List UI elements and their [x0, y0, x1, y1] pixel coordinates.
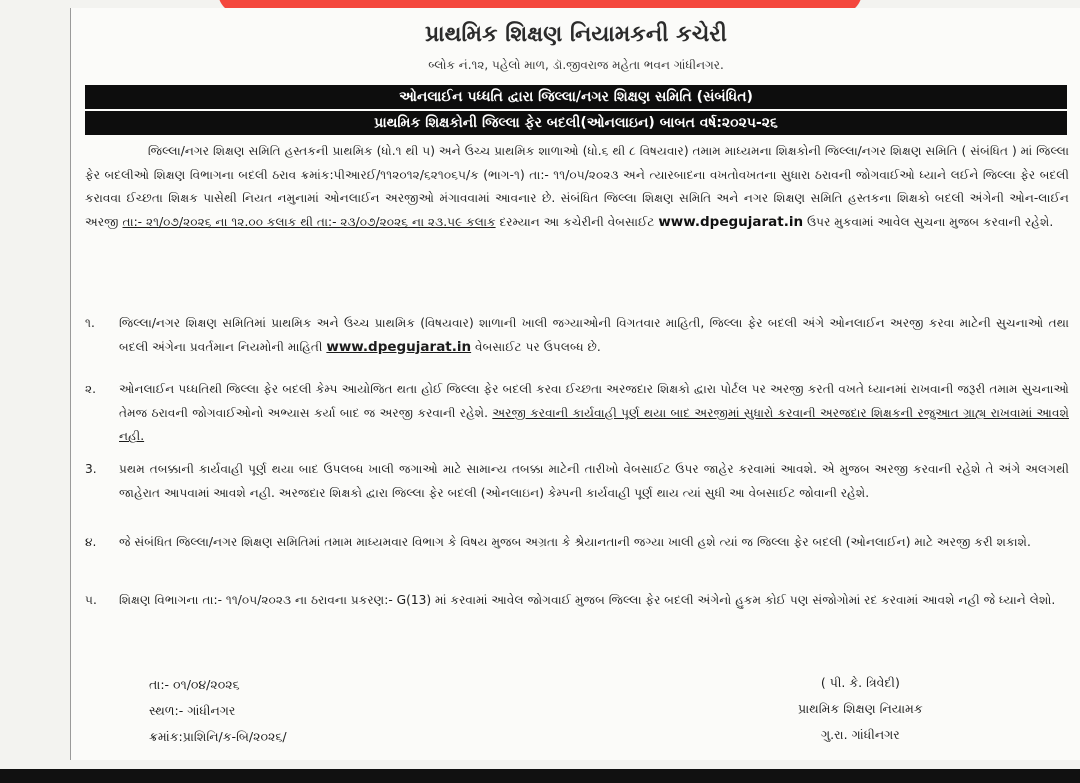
- point-number: ૨.: [85, 382, 97, 396]
- signatory-name: ( પી. કે. ત્રિવેદી): [820, 675, 900, 690]
- point-number: ૧.: [85, 316, 95, 330]
- list-item: [85, 312, 1069, 359]
- signatory-title: પ્રાથમિક શિક્ષણ નિયામક: [798, 701, 923, 716]
- intro-text-2: દરમ્યાન આ કચેરીની વેબસાઈટ: [499, 214, 655, 229]
- list-item: [85, 458, 1069, 505]
- website-link[interactable]: www.dpegujarat.in: [658, 213, 804, 230]
- point-underlined-text: અરજી કરવાની કાર્યવાહી પૂર્ણ થયા બાદ અરજીમાં સુધારો કરવાની અરજદાર શિક્ષકની રજુઆત ગ્રાહ્ય રાખવામાં આવશે નહી.: [119, 405, 1069, 443]
- signatory-place: ગુ.રા. ગાંધીનગર: [820, 727, 900, 742]
- subject-line-2: પ્રાથમિક શિક્ષકોની જિલ્લા ફેર બદલી(ઓનલાઇન) બાબત વર્ષ:૨૦૨૫-૨૬: [85, 111, 1067, 135]
- issue-details: [149, 672, 287, 750]
- reference-number: ક્રમાંક:પ્રાશિનિ/ક-બિ/૨૦૨૬/: [149, 729, 287, 744]
- point-number: ૪.: [85, 535, 97, 549]
- list-item: [85, 531, 1069, 555]
- intro-paragraph: [85, 140, 1069, 234]
- list-item: [85, 589, 1069, 613]
- website-link[interactable]: www.dpegujarat.in: [326, 338, 472, 355]
- point-text: જે સંબંધિત જિલ્લા/નગર શિક્ષણ સમિતિમાં તમામ માધ્યમવાર વિભાગ કે વિષય મુજબ અગ્રતા કે શ્રેયાનતાની જગ્યા ખાલી હશે ત્યાં જ જિલ્લા ફેર બદલી (ઓનલાઈન) માટે અરજી કરી શકાશે.: [119, 535, 1031, 549]
- subject-line-1: ઓનલાઈન પધ્ધતિ દ્વારા જિલ્લા/નગર શિક્ષણ સમિતિ (સંબંધિત): [85, 85, 1067, 109]
- issue-date: તા:- ૦૧/૦૪/૨૦૨૬: [149, 677, 240, 692]
- intro-text-1: જિલ્લા/નગર શિક્ષણ સમિતિ હસ્તકની પ્રાથમિક (ધો.૧ થી ૫) અને ઉચ્ચ પ્રાથમિક શાળાઓ (ધો.૬ થી ૮ વિષયવાર) તમામ માધ્યમના શિક્ષકોની જિલ્લા/નગર શિક્ષણ સમિતિ ( સંબંધિત ) માં જિલ્લા ફેર બદલીઓ શિક્ષણ વિભાગના બદલી ઠરાવ ક્રમાંક:પીઆરઈ/૧૧૨૦૧૨/૬૨૧૦૬૫/ક (ભાગ-૧) તા:- ૧૧/૦૫/૨૦૨૩ અને ત્યારબાદના વખતોવખતના સુધારા ઠરાવની જોગવાઈઓ ધ્યાને લઈને જિલ્લા ફેર બદલી કરાવવા ઈચ્છતા શિક્ષક પાસેથી નિયત નમુનામાં ઓનલાઈન અરજીઓ મંગાવવામાં આવનાર છે. સંબંધિત જિલ્લા શિક્ષણ સમિતિ અને નગર શિક્ષણ સમિતિ હસ્તકના શિક્ષકો બદલી અંગેની ઓન-લાઈન અરજી: [85, 144, 1069, 229]
- point-text: પ્રથમ તબક્કાની કાર્યવાહી પૂર્ણ થયા બાદ ઉપલબ્ધ ખાલી જગાઓ માટે સામાન્ય તબક્કા માટેની તારીખો વેબસાઈટ ઉપર જાહેર કરવામાં આવશે. એ મુજબ અરજી કરવાની રહેશે તે અંગે અલગથી જાહેરાત આપવામાં આવશે નહી. અરજદાર શિક્ષકો દ્વારા જિલ્લા ફેર બદલી (ઓનલાઇન) કેમ્પની કાર્યવાહી પૂર્ણ થાય ત્યાં સુધી આ વેબસાઈટ જોવાની રહેશે.: [119, 462, 1069, 500]
- office-title: પ્રાથમિક શિક્ષણ નિયામકની કચેરી: [425, 22, 727, 47]
- application-date-range: તા:- ૨૧/૦૭/૨૦૨૬ ના ૧૨.૦૦ કલાક થી તા:- ૨૩/૦૭/૨૦૨૬ ના ૨૩.૫૯ કલાક: [122, 214, 496, 229]
- point-text: ઓનલાઈન પધ્ધતિથી જિલ્લા ફેર બદલી કેમ્પ આયોજિત થતા હોઈ જિલ્લા ફેર બદલી કરવા ઈચ્છતા અરજદાર શિક્ષકો દ્વારા પોર્ટલ પર અરજી કરતી વખતે ધ્યાનમાં રાખવાની જરૂરી તમામ સુચનાઓ તેમજ ઠરાવની જોગવાઈઓનો અભ્યાસ કર્યા બાદ જ અરજી કરવાની રહેશે.: [119, 382, 1069, 420]
- point-number: 3.: [85, 462, 97, 476]
- issue-place: સ્થળ:- ગાંધીનગર: [149, 703, 236, 718]
- bottom-black-strip: [0, 769, 1080, 783]
- point-text: જિલ્લા/નગર શિક્ષણ સમિતિમાં પ્રાથમિક અને ઉચ્ચ પ્રાથમિક (વિષયવાર) શાળાની ખાલી જગ્યાઓની વિગતવાર માહિતી, જિલ્લા ફેર બદલી અંગે ઓનલાઈન અરજી કરવા માટેની સુચનાઓ તથા બદલી અંગેના પ્રવર્તમાન નિયમોની માહિતી: [119, 316, 1069, 354]
- list-item: [85, 378, 1069, 449]
- point-text-end: વેબસાઈટ પર ઉપલબ્ધ છે.: [475, 339, 601, 354]
- office-address: બ્લોક નં.૧૨, પહેલો માળ, ડૉ.જીવરાજ મહેતા ભવન ગાંધીનગર.: [428, 58, 724, 72]
- point-text: શિક્ષણ વિભાગના તા:- ૧૧/૦૫/૨૦૨૩ ના ઠરાવના પ્રકરણ:- G(13) માં કરવામાં આવેલ જોગવાઈ મુજબ જિલ્લા ફેર બદલી અંગેનો હુકમ કોઈ પણ સંજોગોમાં રદ કરવામાં આવશે નહી જે ધ્યાને લેશો.: [119, 593, 1056, 607]
- point-number: ૫.: [85, 593, 97, 607]
- intro-text-3: ઉપર મુકવામાં આવેલ સુચના મુજબ કરવાની રહેશે.: [806, 214, 1054, 229]
- notice-document: [70, 8, 1080, 760]
- signature-block: [798, 670, 923, 748]
